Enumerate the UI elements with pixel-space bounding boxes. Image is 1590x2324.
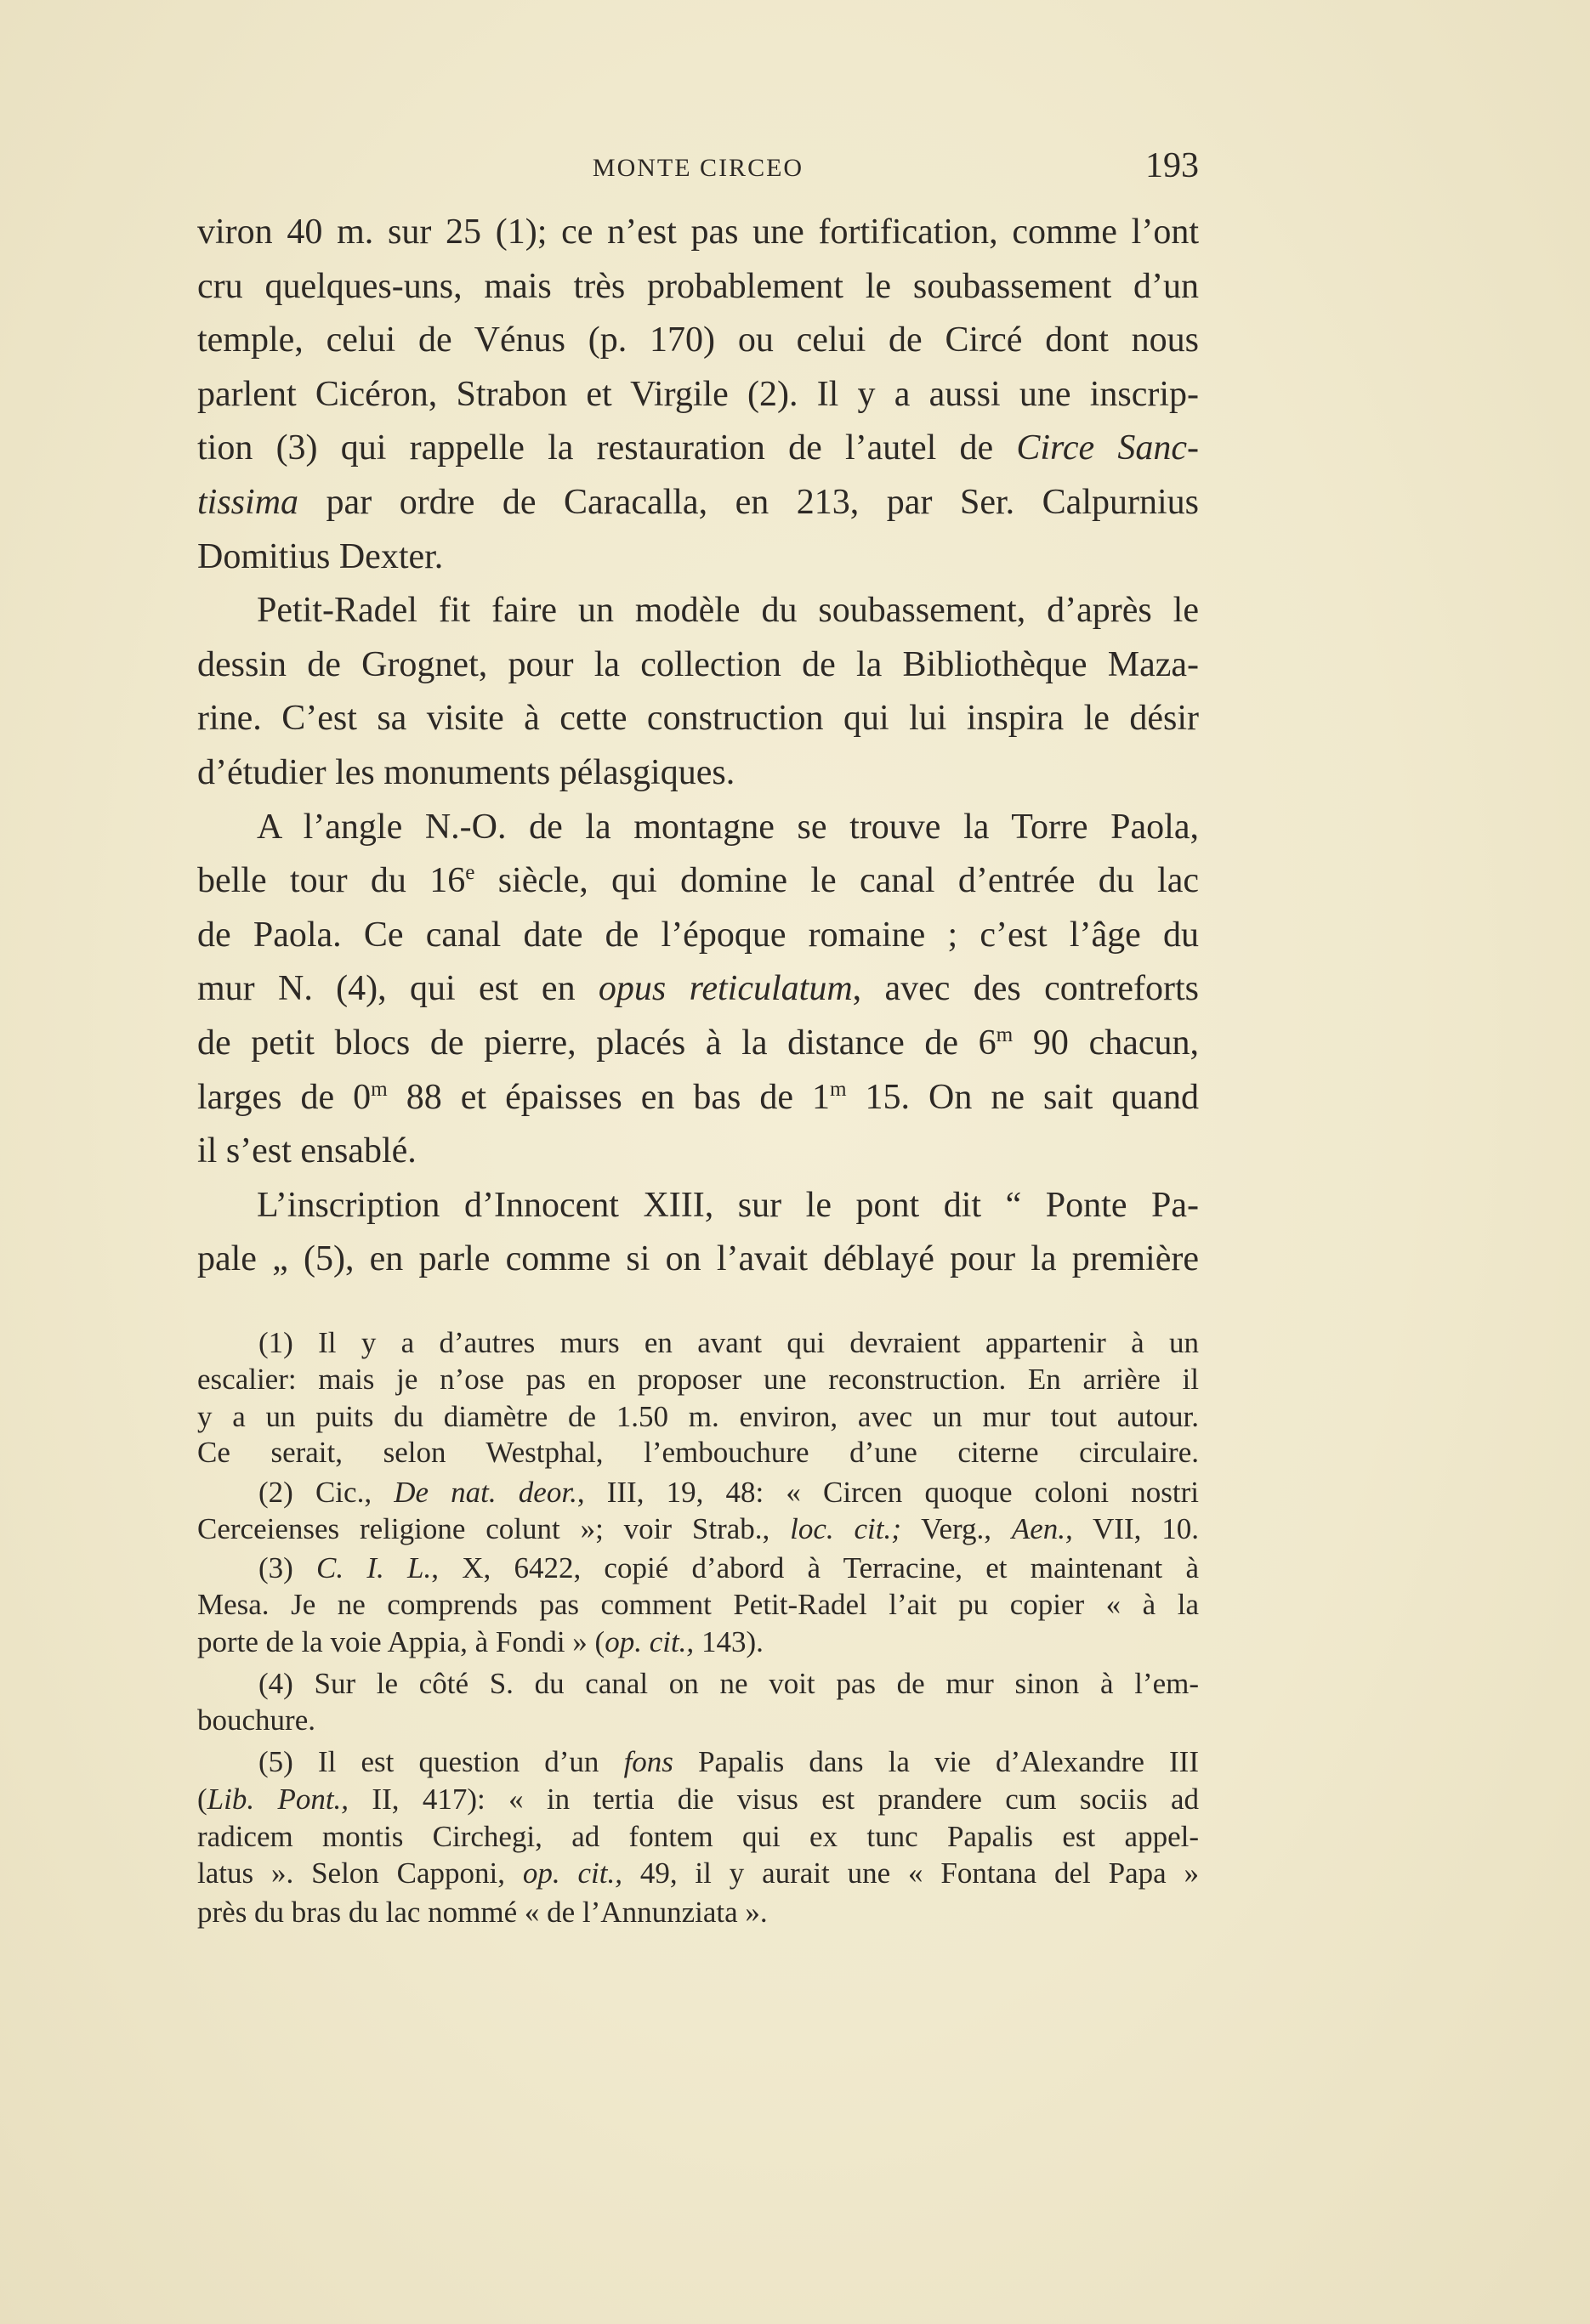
- text-run: L’inscription d’Innocent XIII, sur le pont dit “ Ponte Pa-: [257, 1186, 1199, 1225]
- text-run: , X, 6422, copié d’abord à Terracine, et maintenant à: [431, 1551, 1199, 1584]
- text-run: Cerceienses religione colunt »; voir Strab.,: [197, 1512, 791, 1545]
- text-run: A l’angle N.-O. de la montagne se trouve la Torre Paola,: [257, 808, 1199, 847]
- footnote-line: [197, 1511, 1199, 1548]
- text-run: d’étudier les monuments pélasgiques.: [197, 753, 735, 792]
- footnote-line: [258, 1550, 1199, 1587]
- footnote-line: [197, 1624, 1199, 1661]
- text-run: Domitius Dexter.: [197, 537, 444, 576]
- text-run: mur N. (4), qui est en: [197, 969, 599, 1008]
- text-run: (5) Il est question d’un: [258, 1745, 624, 1778]
- body-line: [197, 367, 1199, 422]
- text-run: 88 et épaisses en bas de 1: [387, 1078, 830, 1117]
- italic-text: fons: [623, 1745, 673, 1778]
- italic-text: loc. cit.;: [790, 1512, 901, 1545]
- text-run: 15. On ne sait quand: [846, 1078, 1199, 1117]
- superscript: e: [465, 860, 475, 884]
- text-run: 143).: [694, 1625, 764, 1658]
- text-run: cru quelques-uns, mais très probablement le soubassement d’un: [197, 267, 1199, 306]
- text-run: 90 chacun,: [1013, 1023, 1199, 1063]
- footnote-line: [258, 1665, 1199, 1703]
- body-line: [257, 583, 1199, 638]
- text-run: de petit blocs de pierre, placés à la distance de 6: [197, 1023, 997, 1063]
- footnote-line: [197, 1434, 1199, 1471]
- italic-text: tissima: [197, 483, 299, 522]
- text-run: II, 417): « in tertia die visus est prandere cum sociis ad: [349, 1783, 1199, 1816]
- body-line: [197, 745, 1199, 800]
- footnote-line: [258, 1743, 1199, 1781]
- footnote-line: [197, 1361, 1199, 1398]
- body-line: [197, 421, 1199, 475]
- body-line: [197, 1016, 1199, 1070]
- text-run: Papalis dans la vie d’Alexandre III: [673, 1745, 1199, 1778]
- text-run: (1) Il y a d’autres murs en avant qui devraient appartenir à un: [258, 1326, 1199, 1359]
- footnote-line: [197, 1894, 1199, 1931]
- text-run: latus ». Selon Capponi,: [197, 1856, 523, 1890]
- text-run: (3): [258, 1551, 317, 1584]
- italic-text: op. cit.,: [605, 1625, 695, 1658]
- italic-text: Aen.,: [1011, 1512, 1073, 1545]
- text-run: radicem montis Circhegi, ad fontem qui ex tunc Papalis est appel-: [197, 1820, 1199, 1853]
- superscript: m: [371, 1077, 388, 1101]
- body-line: [197, 1124, 1199, 1178]
- text-run: bouchure.: [197, 1703, 315, 1737]
- page-number: 193: [1145, 146, 1199, 185]
- footnote-line: [258, 1474, 1199, 1511]
- text-run: pale „ (5), en parle comme si on l’avait déblayé pour la première: [197, 1239, 1199, 1278]
- italic-text: Lib. Pont.,: [207, 1783, 349, 1816]
- superscript: m: [829, 1077, 847, 1101]
- text-run: 49, il y aurait une « Fontana del Papa »: [622, 1856, 1199, 1890]
- text-run: Mesa. Je ne comprends pas comment Petit-Radel l’ait pu copier « à la: [197, 1588, 1199, 1621]
- body-line: [197, 1070, 1199, 1125]
- text-run: , avec des contreforts: [852, 969, 1199, 1008]
- text-run: (2) Cic.,: [258, 1476, 395, 1509]
- text-run: larges de 0: [197, 1078, 372, 1117]
- text-run: escalier: mais je n’ose pas en proposer une reconstruction. En arrière il: [197, 1363, 1199, 1396]
- footnote-line: [258, 1324, 1199, 1362]
- footnote-line: [197, 1855, 1199, 1892]
- body-line: [257, 1178, 1199, 1233]
- text-run: , III, 19, 48: « Circen quoque coloni nostri: [576, 1476, 1199, 1509]
- footnote-line: [197, 1586, 1199, 1624]
- italic-text: De nat. deor.: [394, 1476, 577, 1509]
- text-run: rine. C’est sa visite à cette construction qui lui inspira le désir: [197, 699, 1199, 738]
- italic-text: Circe Sanc-: [1016, 428, 1199, 468]
- text-run: y a un puits du diamètre de 1.50 m. environ, avec un mur tout autour.: [197, 1400, 1199, 1433]
- body-line: [197, 259, 1199, 314]
- text-run: tion (3) qui rappelle la restauration de l’autel de: [197, 428, 1017, 468]
- running-title: MONTE CIRCEO: [592, 154, 804, 182]
- text-run: (: [197, 1783, 207, 1816]
- text-run: siècle, qui domine le canal d’entrée du lac: [474, 861, 1200, 900]
- italic-text: op. cit.,: [522, 1856, 622, 1890]
- superscript: m: [996, 1023, 1014, 1046]
- body-line: [197, 530, 1199, 584]
- text-run: (4) Sur le côté S. du canal on ne voit pas de mur sinon à l’em-: [258, 1667, 1199, 1700]
- body-line: [197, 1232, 1199, 1286]
- italic-text: C. I. L.: [316, 1551, 432, 1584]
- italic-text: opus reticulatum: [598, 969, 853, 1008]
- footnote-line: [197, 1781, 1199, 1818]
- body-line: [197, 205, 1199, 259]
- text-run: Ce serait, selon Westphal, l’embouchure d’une citerne circulaire.: [197, 1436, 1199, 1469]
- footnote-line: [197, 1818, 1199, 1856]
- footnote-line: [197, 1398, 1199, 1436]
- text-run: VII, 10.: [1072, 1512, 1199, 1545]
- text-run: temple, celui de Vénus (p. 170) ou celui de Circé dont nous: [197, 320, 1199, 360]
- text-run: parlent Cicéron, Strabon et Virgile (2). Il y a aussi une inscrip-: [197, 375, 1199, 414]
- text-run: Verg.,: [900, 1512, 1012, 1545]
- text-run: il s’est ensablé.: [197, 1131, 417, 1171]
- text-run: près du bras du lac nommé « de l’Annunziata ».: [197, 1896, 768, 1929]
- footnote-line: [197, 1702, 1199, 1739]
- body-line: [197, 313, 1199, 367]
- text-run: belle tour du 16: [197, 861, 466, 900]
- body-line: [197, 961, 1199, 1016]
- text-run: dessin de Grognet, pour la collection de la Bibliothèque Maza-: [197, 645, 1199, 684]
- text-run: par ordre de Caracalla, en 213, par Ser. Calpurnius: [298, 483, 1199, 522]
- body-line: [197, 638, 1199, 692]
- body-line: [257, 800, 1199, 854]
- body-line: [197, 691, 1199, 745]
- text-run: Petit-Radel fit faire un modèle du soubassement, d’après le: [257, 591, 1199, 630]
- text-run: porte de la voie Appia, à Fondi » (: [197, 1625, 605, 1658]
- body-line: [197, 475, 1199, 530]
- text-run: viron 40 m. sur 25 (1); ce n’est pas une fortification, comme l’ont: [197, 213, 1199, 252]
- text-run: de Paola. Ce canal date de l’époque romaine ; c’est l’âge du: [197, 915, 1199, 955]
- body-line: [197, 853, 1199, 908]
- body-line: [197, 908, 1199, 962]
